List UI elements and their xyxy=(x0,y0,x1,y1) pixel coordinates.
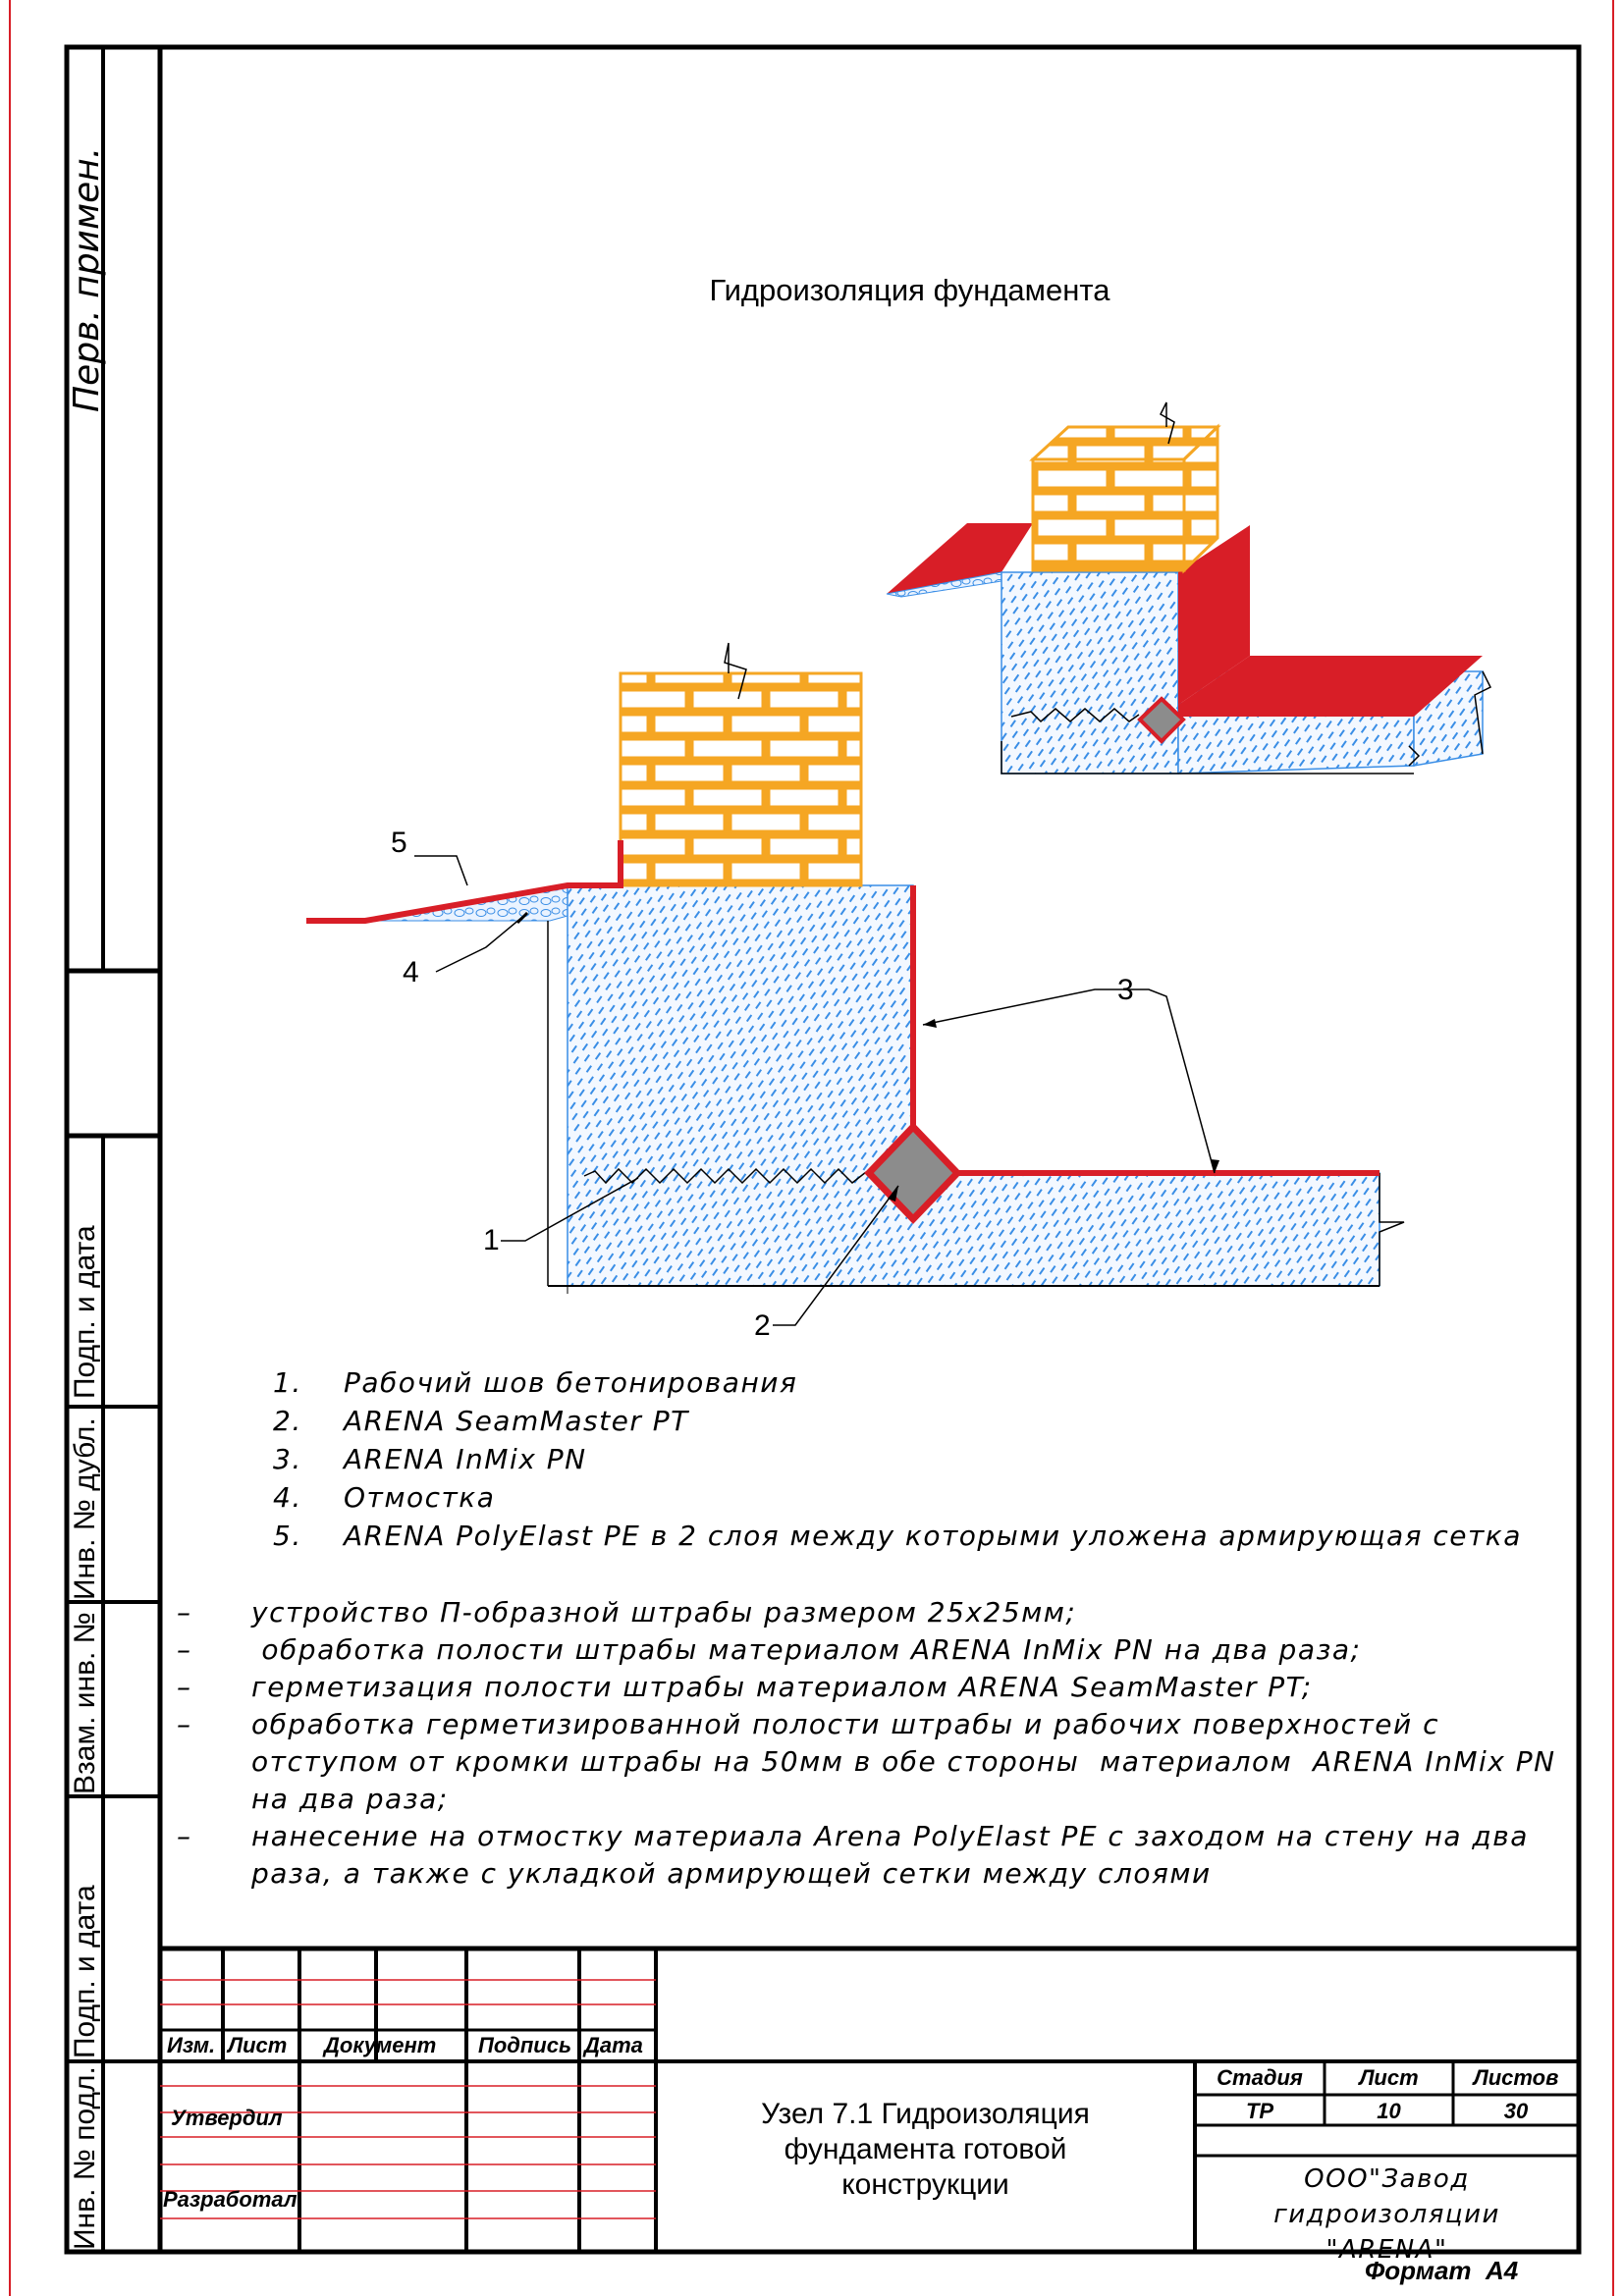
row-utverdil: Утвердил xyxy=(171,2106,283,2130)
drawing-title: Гидроизоляция фундамента xyxy=(709,273,1110,307)
callout-3: 3 xyxy=(1117,974,1134,1006)
row-razrabotal: Разработал xyxy=(163,2187,298,2212)
callout-5: 5 xyxy=(391,827,407,859)
col-data: Дата xyxy=(584,2033,643,2057)
note-line: – обработка герметизированной полости штрабы и рабочих поверхностей с xyxy=(177,1708,1439,1740)
callout-2: 2 xyxy=(754,1309,771,1342)
side-label-vzam-inv: Взам. инв. № xyxy=(69,1612,101,1794)
head-list: Лист xyxy=(1359,2065,1419,2090)
legend-item: 1. Рабочий шов бетонирования xyxy=(273,1366,798,1399)
side-label-podp-data-2: Подп. и дата xyxy=(69,1885,101,2058)
col-list: Лист xyxy=(228,2033,288,2057)
iso-view xyxy=(887,402,1490,774)
note-line: – устройство П-образной штрабы размером 25x25мм; xyxy=(177,1596,1077,1629)
note-line: на два раза; xyxy=(251,1783,449,1815)
callout-1: 1 xyxy=(483,1224,500,1256)
head-stadia: Стадия xyxy=(1217,2065,1303,2090)
side-label-inv-dubl: Инв. № дубл. xyxy=(69,1417,101,1600)
side-label-podp-data: Подп. и дата xyxy=(69,1225,101,1399)
note-line: раза, а также с укладкой армирующей сетки между слоями xyxy=(251,1857,1212,1890)
side-label-inv-podl: Инв. № подл. xyxy=(69,2066,101,2250)
note-line: – герметизация полости штрабы материалом ARENA SeamMaster PT; xyxy=(177,1671,1313,1703)
value-stadia: ТР xyxy=(1245,2099,1274,2123)
legend-item: 2. ARENA SeamMaster PT xyxy=(273,1405,689,1437)
note-line: – нанесение на отмостку материала Arena PolyElast PE с заходом на стену на два xyxy=(177,1820,1529,1852)
legend-item: 3. ARENA InMix PN xyxy=(273,1443,587,1475)
legend-item: 5. ARENA PolyElast PE в 2 слоя между которыми уложена армирующая сетка xyxy=(273,1520,1522,1552)
side-label-perv-primen: Перв. примен. xyxy=(67,146,107,412)
col-podpis: Подпись xyxy=(478,2033,572,2057)
note-line: отступом от кромки штрабы на 50мм в обе стороны материалом ARENA InMix PN xyxy=(251,1745,1556,1778)
callout-4: 4 xyxy=(403,956,419,988)
drawing-name: Узел 7.1 Гидроизоляция фундамента готовой конструкции xyxy=(761,2098,1090,2201)
legend-item: 4. Отмостка xyxy=(273,1481,496,1514)
format-label: Формат А4 xyxy=(1365,2256,1519,2285)
col-document: Документ xyxy=(324,2033,437,2057)
head-listov: Листов xyxy=(1473,2065,1559,2090)
col-izm: Изм. xyxy=(167,2033,216,2057)
organization: ООО"Завод гидроизоляции "ARENA" xyxy=(1273,2164,1500,2265)
note-line: – обработка полости штрабы материалом ARENA InMix PN на два раза; xyxy=(177,1633,1362,1666)
value-list: 10 xyxy=(1377,2099,1401,2123)
value-listov: 30 xyxy=(1503,2099,1529,2123)
